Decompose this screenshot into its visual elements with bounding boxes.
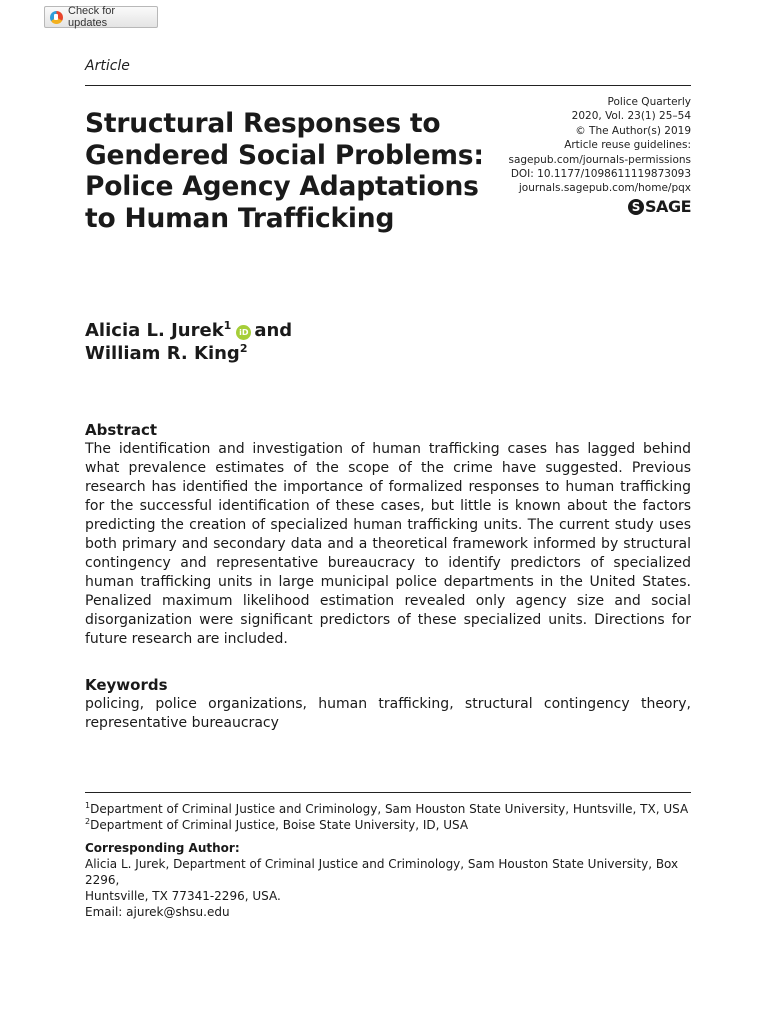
author-line-2 — [85, 342, 292, 365]
author-name[interactable]: William R. King — [85, 343, 240, 364]
corresponding-address-line-2: Huntsville, TX 77341-2296, USA. — [85, 889, 281, 903]
affiliation-text: Department of Criminal Justice, Boise State University, ID, USA — [90, 818, 469, 832]
author-joiner: and — [254, 320, 293, 341]
journal-name: Police Quarterly — [607, 96, 691, 108]
footnotes — [85, 801, 691, 920]
corresponding-address-line-1: Alicia L. Jurek, Department of Criminal Justice and Criminology, Sam Houston State University, Box 2296, — [85, 857, 679, 887]
check-for-updates-label: Check for updates — [68, 5, 116, 29]
journal-copyright: © The Author(s) 2019 — [575, 124, 691, 137]
orcid-icon[interactable]: iD — [236, 325, 251, 340]
author-affil-marker: 1 — [223, 319, 232, 332]
sage-logo-text: SAGE — [645, 197, 691, 216]
footnote-rule — [85, 792, 691, 793]
affil-marker: 2 — [85, 817, 91, 826]
journal-homepage-link[interactable]: journals.sagepub.com/home/pqx — [518, 182, 691, 195]
keywords-heading: Keywords — [85, 676, 168, 694]
affiliation-text: Department of Criminal Justice and Criminology, Sam Houston State University, Huntsville, TX, USA — [90, 802, 689, 816]
article-title: Structural Responses to Gendered Social Problems: Police Agency Adaptations to Human Trafficking — [85, 108, 484, 234]
journal-volume: 2020, Vol. 23(1) 25–54 — [571, 110, 691, 123]
sage-logo-icon: S — [628, 199, 644, 215]
affiliation-1 — [85, 801, 691, 817]
author-line-1 — [85, 319, 292, 342]
abstract-heading: Abstract — [85, 421, 158, 439]
affil-marker: 1 — [85, 801, 91, 810]
author-affil-marker: 2 — [239, 342, 248, 355]
affiliation-2 — [85, 817, 691, 833]
keywords-text: policing, police organizations, human trafficking, structural contingency theory, representative bureaucracy — [85, 696, 691, 731]
author-name[interactable]: Alicia L. Jurek — [85, 320, 224, 341]
author-list — [85, 319, 292, 365]
doi-link[interactable]: DOI: 10.1177/1098611119873093 — [510, 168, 691, 181]
sage-logo — [628, 197, 691, 216]
corresponding-author-heading: Corresponding Author: — [85, 841, 240, 855]
check-for-updates-button[interactable] — [44, 6, 158, 28]
reuse-link[interactable]: sagepub.com/journals-permissions — [508, 153, 691, 166]
header-rule — [85, 85, 691, 86]
article-type: Article — [85, 58, 130, 74]
corresponding-email[interactable]: Email: ajurek@shsu.edu — [85, 905, 230, 919]
abstract-text: The identification and investigation of human trafficking cases has lagged behind what prevalence estimates of the scope of the crime have suggested. Previous research has identified the importance of formalized responses to human trafficking for the successful identification of these cases, but little is known about the factors predicting the creation of specialized human trafficking units. The current study uses both primary and secondary data and a theoretical framework informed by structural contingency and representative bureaucracy to identify predictors of specialized human trafficking units in large municipal police departments in the United States. Penalized maximum likelihood estimation revealed only agency size and social disorganization were significant predictors of these specialized units. Directions for future research are included. — [85, 441, 691, 647]
reuse-label: Article reuse guidelines: — [564, 139, 691, 152]
journal-meta — [431, 95, 691, 196]
check-for-updates-icon — [50, 11, 63, 24]
